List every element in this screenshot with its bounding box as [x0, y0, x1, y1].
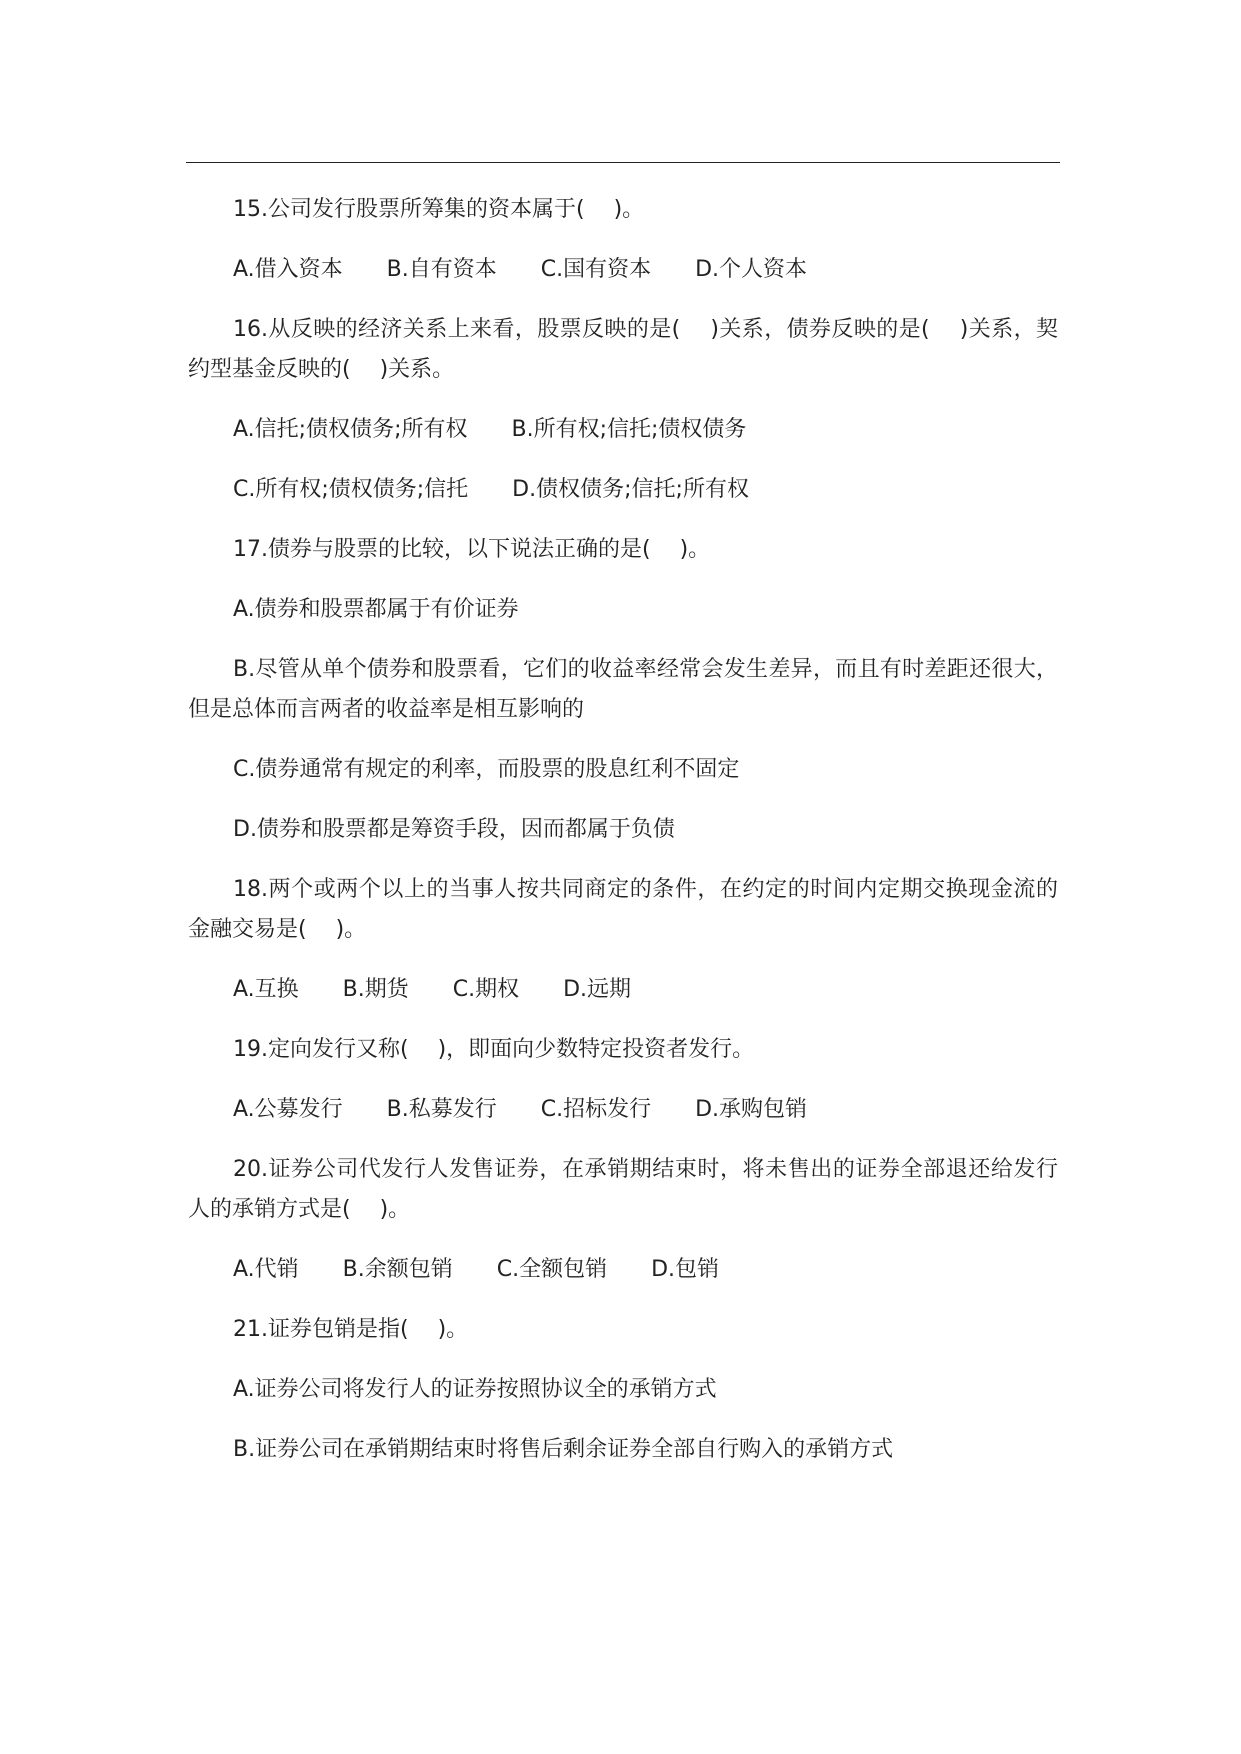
- question-15-options: A.借入资本 B.自有资本 C.国有资本 D.个人资本: [233, 257, 808, 282]
- question-20-stem: 20.证券公司代发行人发售证券，在承销期结束时，将未售出的证券全部退还给发行人的承销方式是( )。: [188, 1157, 1058, 1222]
- question-16-options-cd: C.所有权;债权债务;信托 D.债权债务;信托;所有权: [233, 477, 749, 502]
- question-16-options-ab: A.信托;债权债务;所有权 B.所有权;信托;债权债务: [233, 417, 747, 442]
- question-21-option-a: A.证券公司将发行人的证券按照协议全的承销方式: [233, 1377, 717, 1402]
- question-16-stem: 16.从反映的经济关系上来看，股票反映的是( )关系，债券反映的是( )关系，契约型基金反映的( )关系。: [188, 317, 1058, 382]
- question-17-stem: 17.债券与股票的比较，以下说法正确的是( )。: [233, 537, 711, 562]
- question-17-option-d: D.债券和股票都是筹资手段，因而都属于负债: [233, 817, 675, 842]
- question-17-option-a: A.债券和股票都属于有价证券: [233, 597, 519, 622]
- question-17-option-b: B.尽管从单个债券和股票看，它们的收益率经常会发生差异，而且有时差距还很大，但是总体而言两者的收益率是相互影响的: [188, 657, 1058, 722]
- question-18-options: A.互换 B.期货 C.期权 D.远期: [233, 977, 632, 1002]
- question-21-option-b: B.证券公司在承销期结束时将售后剩余证券全部自行购入的承销方式: [233, 1437, 894, 1462]
- question-21-stem: 21.证券包销是指( )。: [233, 1317, 469, 1342]
- question-19-options: A.公募发行 B.私募发行 C.招标发行 D.承购包销: [233, 1097, 808, 1122]
- question-18-stem: 18.两个或两个以上的当事人按共同商定的条件，在约定的时间内定期交换现金流的金融交易是( )。: [188, 877, 1058, 942]
- question-list: [188, 190, 1058, 1490]
- question-19-stem: 19.定向发行又称( )，即面向少数特定投资者发行。: [233, 1037, 755, 1062]
- header-rule: [186, 162, 1060, 163]
- question-15-stem: 15.公司发行股票所筹集的资本属于( )。: [233, 197, 645, 222]
- question-17-option-c: C.债券通常有规定的利率，而股票的股息红利不固定: [233, 757, 740, 782]
- question-20-options: A.代销 B.余额包销 C.全额包销 D.包销: [233, 1257, 720, 1282]
